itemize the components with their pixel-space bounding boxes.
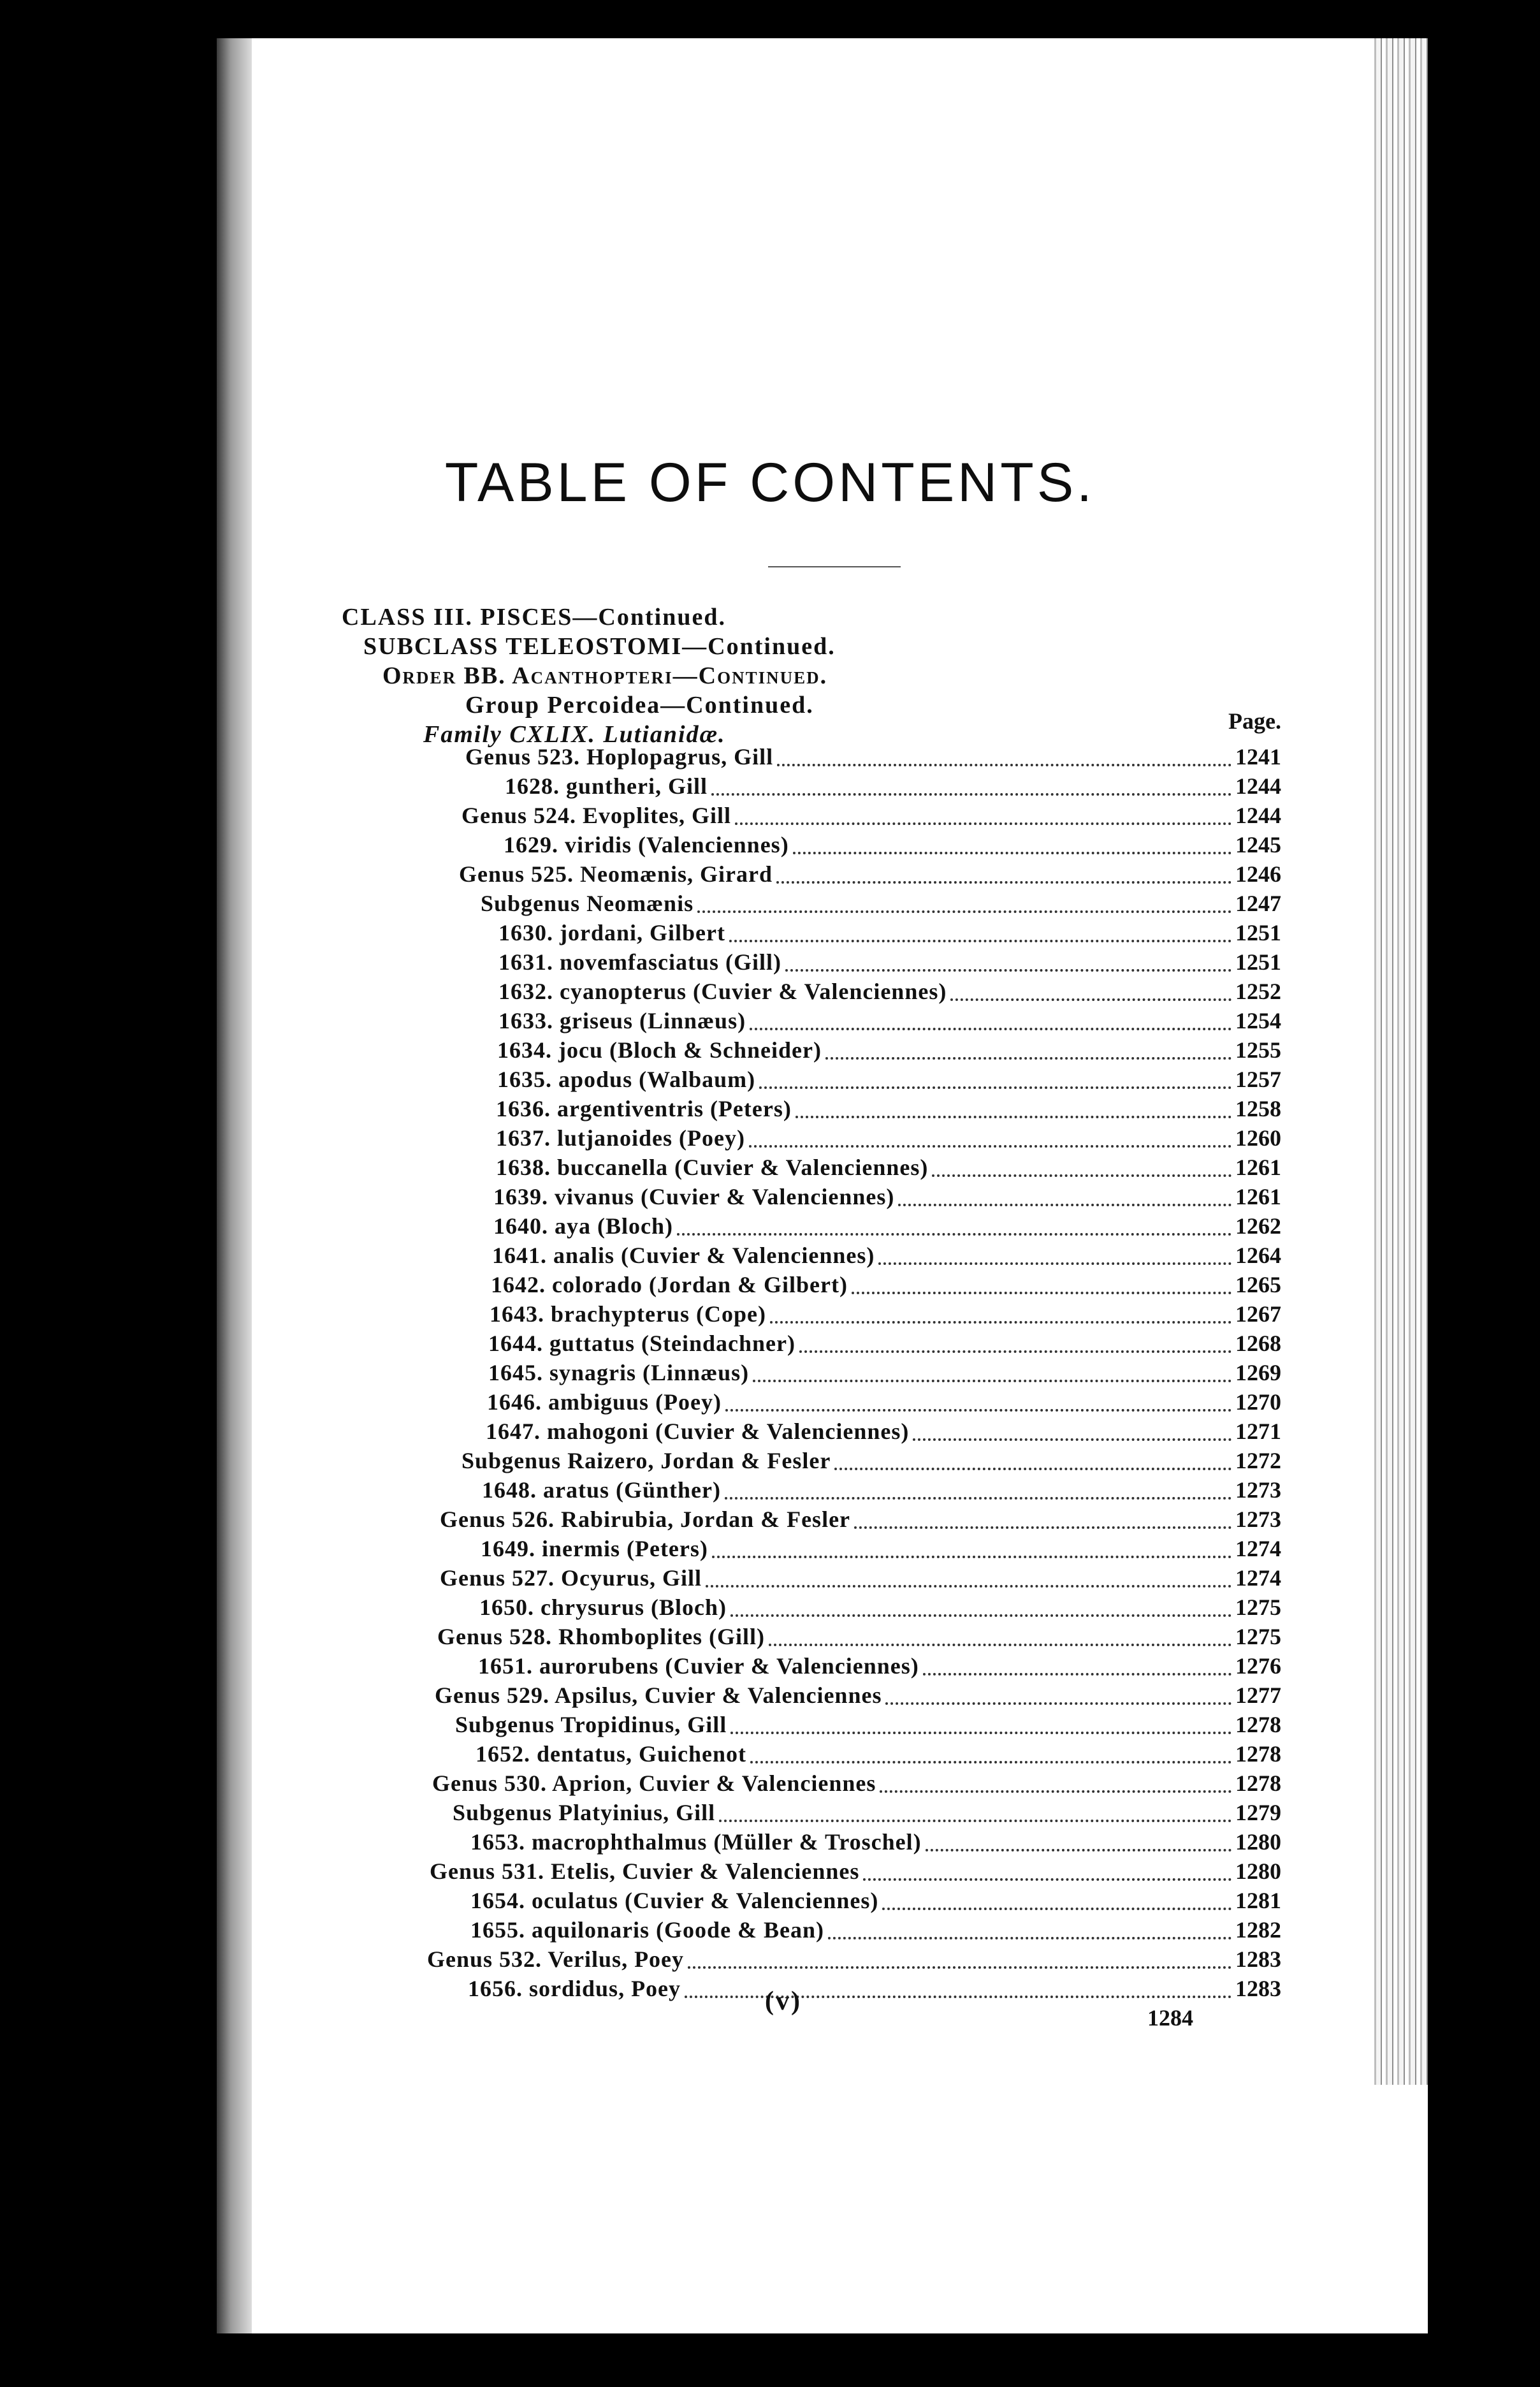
entry-label: Genus 528. Rhomboplites (Gill) <box>437 1624 766 1649</box>
dot-leader <box>950 998 1231 1001</box>
toc-entry[interactable] <box>470 1887 1281 1916</box>
entry-page-number: 1241 <box>1235 744 1281 770</box>
toc-entry[interactable] <box>497 1037 1281 1066</box>
entry-page-number: 1274 <box>1235 1536 1281 1561</box>
entry-page-number: 1268 <box>1235 1331 1281 1356</box>
toc-entry[interactable] <box>482 1477 1281 1506</box>
toc-entry[interactable] <box>504 831 1281 861</box>
toc-entry[interactable] <box>453 1799 1281 1829</box>
entry-page-number: 1271 <box>1235 1419 1281 1444</box>
entry-page-number: 1261 <box>1235 1184 1281 1209</box>
dot-leader <box>697 910 1231 913</box>
entry-page-number: 1264 <box>1235 1243 1281 1268</box>
entry-label: 1630. jordani, Gilbert <box>498 920 725 945</box>
entry-label: Genus 530. Aprion, Cuvier & Valenciennes <box>432 1770 876 1796</box>
entry-label: 1637. lutjanoides (Poey) <box>496 1125 745 1151</box>
dot-leader <box>785 969 1231 972</box>
entry-page-number: 1278 <box>1235 1770 1281 1796</box>
toc-entry[interactable] <box>455 1711 1281 1741</box>
dot-leader <box>769 1644 1231 1646</box>
entry-page-number: 1246 <box>1235 861 1281 887</box>
entry-label: Genus 526. Rabirubia, Jordan & Fesler <box>440 1507 851 1532</box>
toc-entry[interactable] <box>481 1535 1281 1565</box>
entry-page-number: 1280 <box>1235 1829 1281 1855</box>
entry-label: 1648. aratus (Günther) <box>482 1477 721 1503</box>
entry-label: 1632. cyanopterus (Cuvier & Valenciennes) <box>498 979 947 1004</box>
entry-label: 1654. oculatus (Cuvier & Valenciennes) <box>470 1888 879 1913</box>
entry-page-number: 1251 <box>1235 949 1281 975</box>
entry-page-number: 1265 <box>1235 1272 1281 1297</box>
entry-page-number: 1270 <box>1235 1389 1281 1415</box>
entry-label: 1633. griseus (Linnæus) <box>498 1008 746 1033</box>
entry-label: 1647. mahogoni (Cuvier & Valenciennes) <box>486 1419 910 1444</box>
toc-entry[interactable] <box>481 890 1281 919</box>
toc-entry[interactable] <box>430 1858 1281 1887</box>
entry-page-number: 1251 <box>1235 920 1281 945</box>
scan-border-bottom <box>217 2333 1428 2387</box>
entry-label: Genus 532. Verilus, Poey <box>427 1946 685 1972</box>
entry-page-number: 1262 <box>1235 1213 1281 1239</box>
dot-leader <box>852 1292 1231 1294</box>
entry-page-number: 1277 <box>1235 1683 1281 1708</box>
page-number-footer: (v) <box>765 1987 802 2016</box>
toc-entry[interactable] <box>498 978 1281 1007</box>
toc-entry[interactable] <box>487 1389 1281 1418</box>
dot-leader <box>770 1321 1231 1324</box>
dot-leader <box>834 1468 1231 1470</box>
toc-entry[interactable] <box>476 1741 1281 1770</box>
title-divider <box>768 566 901 567</box>
toc-entry[interactable] <box>440 1506 1281 1535</box>
dot-leader <box>885 1702 1231 1705</box>
entry-label: 1642. colorado (Jordan & Gilbert) <box>491 1272 848 1297</box>
entry-label: 1655. aquilonaris (Goode & Bean) <box>470 1917 825 1943</box>
toc-entry[interactable] <box>435 1682 1281 1711</box>
entry-page-number: 1278 <box>1235 1741 1281 1767</box>
dot-leader <box>759 1086 1231 1089</box>
dot-leader <box>688 1966 1231 1969</box>
entry-page-number: 1261 <box>1235 1155 1281 1180</box>
dot-leader <box>730 1614 1231 1617</box>
toc-entry[interactable] <box>498 919 1281 949</box>
entry-page-number: 1273 <box>1235 1507 1281 1532</box>
entry-page-number: 1244 <box>1235 803 1281 828</box>
toc-entry[interactable] <box>470 1829 1281 1858</box>
entry-page-number: 1257 <box>1235 1067 1281 1092</box>
dot-leader <box>735 822 1231 825</box>
toc-entry[interactable] <box>496 1095 1281 1125</box>
dot-leader <box>750 1761 1231 1763</box>
entry-label: 1629. viridis (Valenciennes) <box>504 832 789 858</box>
toc-entry[interactable] <box>497 1066 1281 1095</box>
family-heading: Family CXLIX. Lutianidæ. <box>423 721 726 748</box>
toc-entry[interactable] <box>486 1418 1281 1447</box>
toc-entry[interactable] <box>470 1916 1281 1946</box>
entry-label: 1652. dentatus, Guichenot <box>476 1741 747 1767</box>
entry-page-number: 1254 <box>1235 1008 1281 1033</box>
entry-label: 1634. jocu (Bloch & Schneider) <box>497 1037 822 1063</box>
entry-page-number: 1269 <box>1235 1360 1281 1385</box>
order-heading: Order BB. Acanthopteri—Continued. <box>382 662 828 689</box>
entry-page-number: 1272 <box>1235 1448 1281 1473</box>
entry-label: Subgenus Platyinius, Gill <box>453 1800 716 1825</box>
entry-label: 1656. sordidus, Poey <box>468 1976 681 2001</box>
entry-label: 1639. vivanus (Cuvier & Valenciennes) <box>493 1184 895 1209</box>
entry-page-number: 1280 <box>1235 1858 1281 1884</box>
dot-leader <box>882 1908 1231 1910</box>
dot-leader <box>898 1204 1231 1206</box>
dot-leader <box>729 940 1231 942</box>
entry-label: 1650. chrysurus (Bloch) <box>479 1595 727 1620</box>
toc-entry[interactable] <box>459 861 1281 890</box>
dot-leader <box>854 1526 1231 1529</box>
dot-leader <box>706 1585 1231 1588</box>
entry-label: 1638. buccanella (Cuvier & Valenciennes) <box>496 1155 929 1180</box>
dot-leader <box>828 1937 1231 1939</box>
dot-leader <box>913 1438 1231 1441</box>
dot-leader <box>878 1262 1231 1265</box>
page-column-label: Page. <box>1228 708 1281 734</box>
dot-leader <box>926 1849 1231 1851</box>
toc-entry[interactable] <box>432 1770 1281 1799</box>
dot-leader <box>753 1380 1231 1382</box>
dot-leader <box>730 1732 1231 1734</box>
entry-page-number: 1279 <box>1235 1800 1281 1825</box>
dot-leader <box>932 1174 1231 1177</box>
toc-entry[interactable] <box>468 1975 1281 2004</box>
entry-page-number: 1245 <box>1235 832 1281 858</box>
entry-page-number: 1281 <box>1235 1888 1281 1913</box>
entry-page-number: 1276 <box>1235 1653 1281 1679</box>
entry-page-number: 1274 <box>1235 1565 1281 1591</box>
entry-page-number: 1260 <box>1235 1125 1281 1151</box>
entry-label: Genus 527. Ocyurus, Gill <box>440 1565 702 1591</box>
entry-page-number: 1275 <box>1235 1595 1281 1620</box>
subclass-heading: SUBCLASS TELEOSTOMI—Continued. <box>363 633 836 660</box>
dot-leader <box>725 1409 1231 1412</box>
dot-leader <box>777 764 1231 766</box>
entry-page-number: 1284 <box>1147 2005 1193 2031</box>
book-gutter-shadow <box>217 38 252 2387</box>
entry-label: 1628. guntheri, Gill <box>505 773 708 799</box>
entry-page-number: 1267 <box>1235 1301 1281 1327</box>
dot-leader <box>880 1790 1231 1793</box>
toc-entry[interactable] <box>492 1242 1281 1271</box>
entry-page-number: 1283 <box>1235 1946 1281 1972</box>
toc-entry[interactable] <box>440 1565 1281 1594</box>
dot-leader <box>923 1673 1231 1675</box>
toc-entry[interactable] <box>496 1154 1281 1183</box>
page-title: TABLE OF CONTENTS. <box>444 452 1096 513</box>
dot-leader <box>776 881 1231 884</box>
entry-label: 1645. synagris (Linnæus) <box>488 1360 750 1385</box>
toc-entry[interactable] <box>496 1125 1281 1154</box>
toc-entry[interactable] <box>465 743 1281 773</box>
entry-label: Genus 531. Etelis, Cuvier & Valenciennes <box>430 1858 860 1884</box>
toc-entry[interactable] <box>505 773 1281 802</box>
dot-leader <box>719 1820 1231 1822</box>
dot-leader <box>712 1556 1231 1558</box>
dot-leader <box>863 1878 1231 1881</box>
toc-entry[interactable] <box>478 1653 1281 1682</box>
scan-border-top <box>0 0 1540 38</box>
entry-page-number: 1278 <box>1235 1712 1281 1737</box>
entry-label: 1643. brachypterus (Cope) <box>490 1301 766 1327</box>
dot-leader <box>749 1145 1231 1148</box>
toc-entry-trailing-page <box>1147 2004 1281 2034</box>
toc-entry[interactable] <box>427 1946 1281 1975</box>
entry-label: Subgenus Neomænis <box>481 891 694 916</box>
entry-page-number: 1273 <box>1235 1477 1281 1503</box>
entry-label: 1651. aurorubens (Cuvier & Valenciennes) <box>478 1653 919 1679</box>
scan-border-left <box>0 0 217 2387</box>
toc-entry[interactable] <box>461 1447 1281 1477</box>
dot-leader <box>793 852 1231 854</box>
entry-label: Genus 524. Evoplites, Gill <box>461 803 732 828</box>
toc-entry[interactable] <box>493 1213 1281 1242</box>
toc-entry[interactable] <box>491 1271 1281 1301</box>
dot-leader <box>677 1233 1231 1236</box>
toc-entry[interactable] <box>479 1594 1281 1623</box>
entry-label: Subgenus Raizero, Jordan & Fesler <box>461 1448 831 1473</box>
entry-page-number: 1282 <box>1235 1917 1281 1943</box>
entry-label: 1636. argentiventris (Peters) <box>496 1096 792 1121</box>
entry-label: 1641. analis (Cuvier & Valenciennes) <box>492 1243 875 1268</box>
book-page-edges <box>1370 38 1428 2085</box>
entry-page-number: 1258 <box>1235 1096 1281 1121</box>
entry-page-number: 1252 <box>1235 979 1281 1004</box>
dot-leader <box>711 793 1231 796</box>
entry-label: 1631. novemfasciatus (Gill) <box>498 949 781 975</box>
entry-label: 1649. inermis (Peters) <box>481 1536 708 1561</box>
dot-leader <box>795 1116 1231 1118</box>
dot-leader <box>825 1057 1231 1060</box>
toc-entry[interactable] <box>490 1301 1281 1330</box>
entry-page-number: 1247 <box>1235 891 1281 916</box>
toc-entry[interactable] <box>493 1183 1281 1213</box>
toc-entry[interactable] <box>498 1007 1281 1037</box>
entry-label: Genus 529. Apsilus, Cuvier & Valenciennes <box>435 1683 882 1708</box>
entry-label: Subgenus Tropidinus, Gill <box>455 1712 727 1737</box>
scan-border-right <box>1428 0 1540 2387</box>
toc-entry[interactable] <box>488 1359 1281 1389</box>
entry-page-number: 1275 <box>1235 1624 1281 1649</box>
entry-label: Genus 525. Neomænis, Girard <box>459 861 773 887</box>
entry-label: 1635. apodus (Walbaum) <box>497 1067 756 1092</box>
entry-page-number: 1255 <box>1235 1037 1281 1063</box>
dot-leader <box>725 1497 1231 1500</box>
group-heading: Group Percoidea—Continued. <box>465 692 814 719</box>
class-heading: CLASS III. PISCES—Continued. <box>342 604 726 631</box>
entry-label: 1640. aya (Bloch) <box>493 1213 673 1239</box>
entry-label: 1653. macrophthalmus (Müller & Troschel) <box>470 1829 922 1855</box>
entry-label: 1644. guttatus (Steindachner) <box>488 1331 796 1356</box>
toc-entry[interactable] <box>437 1623 1281 1653</box>
entry-page-number: 1244 <box>1235 773 1281 799</box>
toc-entry[interactable] <box>498 949 1281 978</box>
entry-page-number: 1283 <box>1235 1976 1281 2001</box>
entry-label: Genus 523. Hoplopagrus, Gill <box>465 744 774 770</box>
dot-leader <box>750 1028 1231 1030</box>
toc-entry[interactable] <box>488 1330 1281 1359</box>
entry-label: 1646. ambiguus (Poey) <box>487 1389 722 1415</box>
toc-entry[interactable] <box>461 802 1281 831</box>
dot-leader <box>799 1350 1231 1353</box>
